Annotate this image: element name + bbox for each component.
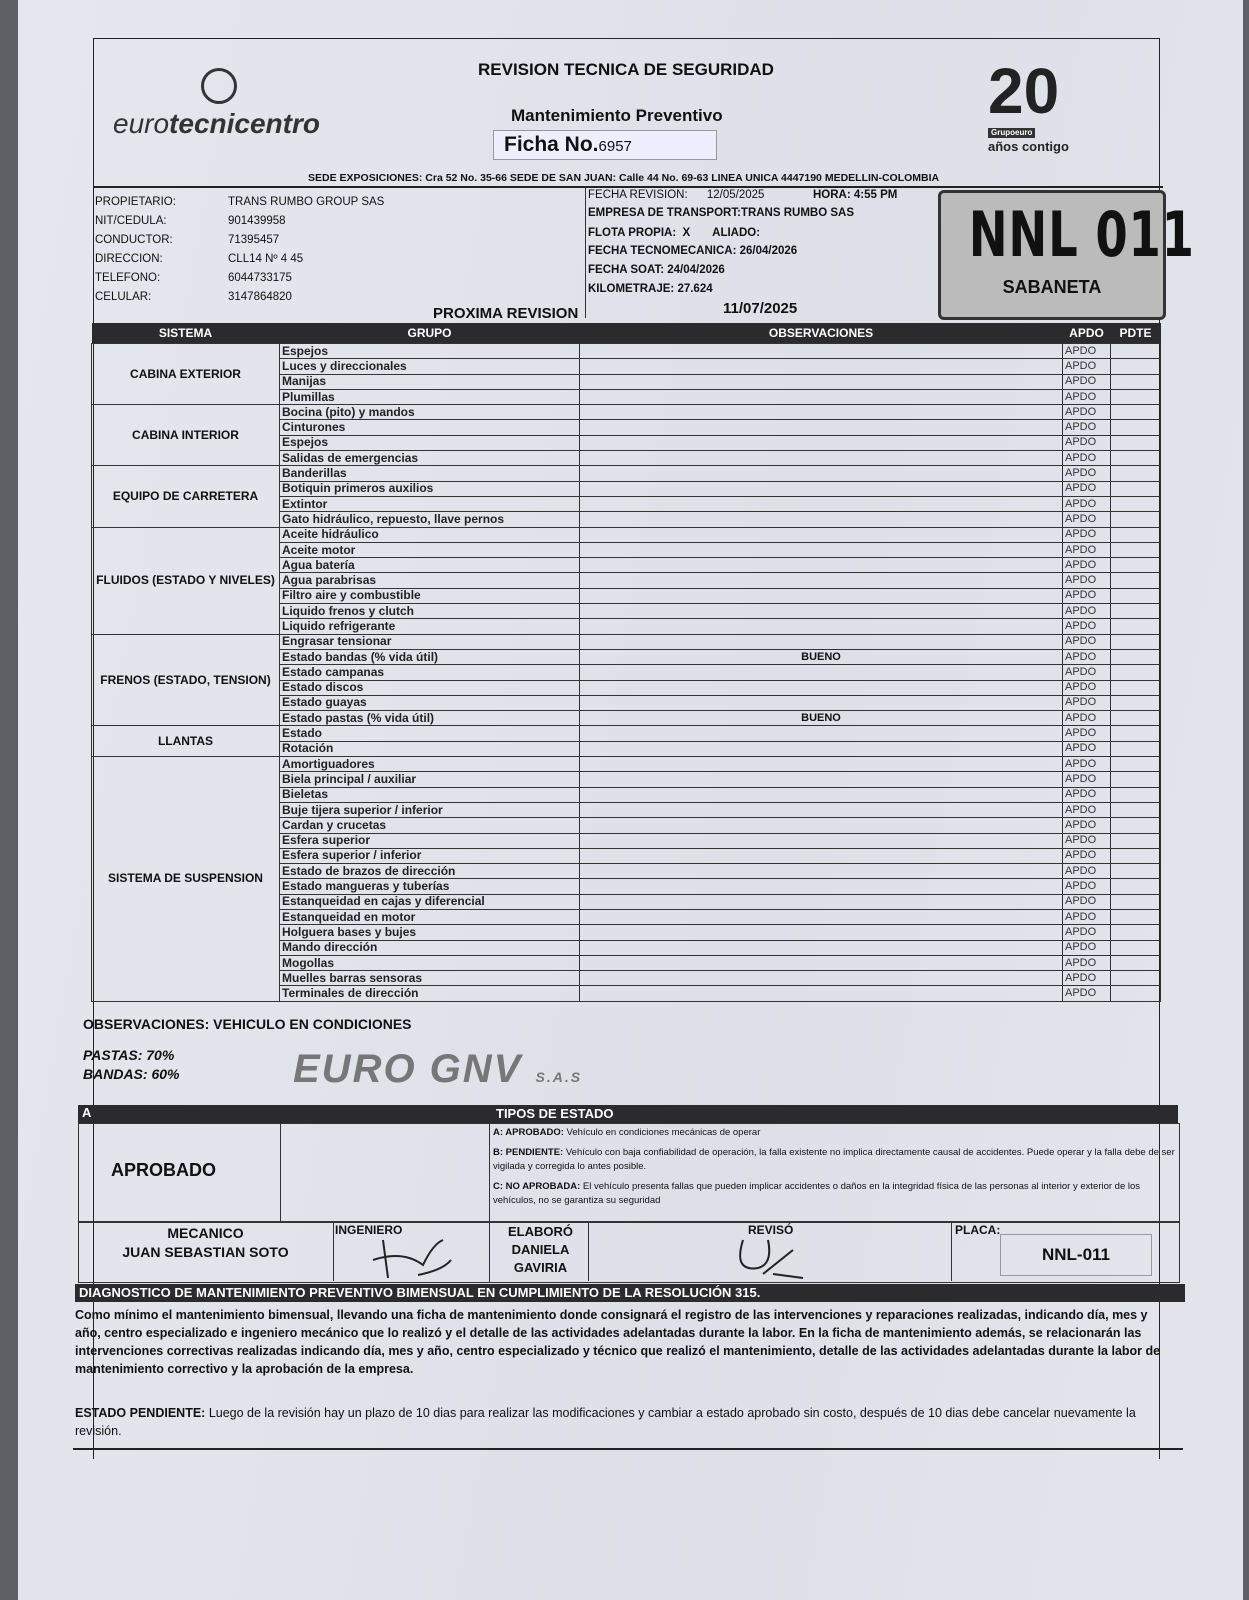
group-item: Buje tijera superior / inferior	[280, 802, 580, 817]
owner-label: DIRECCION:	[95, 253, 163, 265]
pdte-cell	[1111, 512, 1161, 527]
table-row	[92, 344, 1161, 359]
pdte-cell	[1111, 695, 1161, 710]
diagnostico-text: Como mínimo el mantenimiento bimensual, llevando una ficha de mantenimiento donde consignará el registro de las intervenciones y reparaciones realizadas, indicando día, mes y año, centro especializado e ingeniero mecánico que lo realizó y el detalle de las actividades adelantadas durante la labor. En la ficha de mantenimiento además, se relacionarán las intervenciones correctivas realizadas indicando día, mes y año, centro especializado y técnico que realizó el mantenimiento, detalle de las actividades adelantadas durante la labor de mantenimiento correctivo y la aprobación de la empresa.	[75, 1308, 1161, 1376]
group-item: Mogollas	[280, 955, 580, 970]
group-item: Holguera bases y bujes	[280, 925, 580, 940]
apdo-mark: APDO	[1063, 680, 1111, 695]
observation-cell	[580, 971, 1063, 986]
tipos-de-estado	[493, 1126, 1178, 1208]
observation-cell	[580, 848, 1063, 863]
observation-cell	[580, 925, 1063, 940]
mecanico-name: JUAN SEBASTIAN SOTO	[122, 1244, 289, 1260]
owner-value: 6044733175	[228, 272, 292, 284]
paper-sheet	[18, 0, 1243, 1600]
observation-cell	[580, 955, 1063, 970]
pdte-cell	[1111, 588, 1161, 603]
table-row	[92, 527, 1161, 542]
owner-value: CLL14 Nº 4 45	[228, 253, 304, 265]
apdo-mark: APDO	[1063, 726, 1111, 741]
observation-cell	[580, 481, 1063, 496]
group-item: Espejos	[280, 435, 580, 450]
group-item: Aceite hidráulico	[280, 527, 580, 542]
observation-cell	[580, 665, 1063, 680]
observation-cell	[580, 604, 1063, 619]
pdte-cell	[1111, 527, 1161, 542]
observation-cell	[580, 619, 1063, 634]
pdte-cell	[1111, 451, 1161, 466]
group-item: Luces y direccionales	[280, 359, 580, 374]
pdte-cell	[1111, 757, 1161, 772]
observation-cell	[580, 695, 1063, 710]
placa-value: NNL-011	[1000, 1234, 1152, 1276]
pdte-cell	[1111, 772, 1161, 787]
observation-cell	[580, 435, 1063, 450]
pdte-cell	[1111, 986, 1161, 1001]
group-item: Estado mangueras y tuberías	[280, 879, 580, 894]
system-name: LLANTAS	[92, 726, 280, 757]
observation-cell	[580, 512, 1063, 527]
mecanico-label: MECANICO	[167, 1225, 244, 1241]
apdo-mark: APDO	[1063, 757, 1111, 772]
group-item: Gato hidráulico, repuesto, llave pernos	[280, 512, 580, 527]
pdte-cell	[1111, 634, 1161, 649]
fecha-tecnomecanica: FECHA TECNOMECANICA: 26/04/2026	[588, 245, 798, 257]
license-plate-photo	[938, 190, 1195, 320]
apdo-mark: APDO	[1063, 833, 1111, 848]
header-grupo: GRUPO	[280, 323, 580, 344]
divider	[585, 186, 586, 318]
observation-cell	[580, 451, 1063, 466]
proxima-revision-label: PROXIMA REVISION	[433, 305, 579, 322]
elaboro	[493, 1223, 588, 1277]
group-item: Esfera superior / inferior	[280, 848, 580, 863]
reviso-signature	[733, 1238, 813, 1280]
owner-label: CONDUCTOR:	[95, 234, 173, 246]
apdo-mark: APDO	[1063, 619, 1111, 634]
apdo-mark: APDO	[1063, 435, 1111, 450]
brand-bold: tecnicentro	[169, 108, 320, 139]
group-item: Amortiguadores	[280, 757, 580, 772]
c-text: El vehículo presenta fallas que pueden implicar accidentes o daños en la integridad física de las personas al interior y exterior de los vehículos, no se garantiza su seguridad	[493, 1181, 1141, 1206]
group-item: Estado de brazos de dirección	[280, 864, 580, 879]
pdte-cell	[1111, 971, 1161, 986]
system-name: FLUIDOS (ESTADO Y NIVELES)	[92, 527, 280, 634]
pdte-cell	[1111, 680, 1161, 695]
header-observaciones: OBSERVACIONES	[580, 323, 1063, 344]
group-item: Estado campanas	[280, 665, 580, 680]
apdo-mark: APDO	[1063, 527, 1111, 542]
pdte-cell	[1111, 802, 1161, 817]
group-item: Rotación	[280, 741, 580, 756]
apdo-mark: APDO	[1063, 909, 1111, 924]
apdo-mark: APDO	[1063, 573, 1111, 588]
group-item: Bieletas	[280, 787, 580, 802]
placa-label: PLACA:	[955, 1223, 1001, 1237]
group-item: Muelles barras sensoras	[280, 971, 580, 986]
sede-address: SEDE EXPOSICIONES: Cra 52 No. 35-66 SEDE DE SAN JUAN: Calle 44 No. 69-63 LINEA UNICA 4447190 MEDELLIN-COLOMBIA	[308, 172, 940, 184]
system-name: CABINA INTERIOR	[92, 405, 280, 466]
table-row	[92, 757, 1161, 772]
group-item: Mando dirección	[280, 940, 580, 955]
anniversary-logo	[988, 55, 1118, 168]
observation-cell	[580, 466, 1063, 481]
pdte-cell	[1111, 864, 1161, 879]
group-item: Estado discos	[280, 680, 580, 695]
system-name: CABINA EXTERIOR	[92, 344, 280, 405]
apdo-mark: APDO	[1063, 986, 1111, 1001]
apdo-mark: APDO	[1063, 971, 1111, 986]
group-item: Botiquin primeros auxilios	[280, 481, 580, 496]
divider	[333, 1221, 334, 1281]
apdo-mark: APDO	[1063, 665, 1111, 680]
apdo-mark: APDO	[1063, 649, 1111, 664]
apdo-mark: APDO	[1063, 374, 1111, 389]
group-item: Liquido refrigerante	[280, 619, 580, 634]
pdte-cell	[1111, 726, 1161, 741]
company-stamp	[293, 1046, 582, 1100]
observation-cell	[580, 389, 1063, 404]
ingeniero-signature	[363, 1238, 453, 1280]
diagnostico-title: DIAGNOSTICO DE MANTENIMIENTO PREVENTIVO BIMENSUAL EN CUMPLIMIENTO DE LA RESOLUCIÓN 315.	[75, 1284, 1185, 1302]
observation-cell	[580, 680, 1063, 695]
apdo-mark: APDO	[1063, 466, 1111, 481]
pdte-cell	[1111, 619, 1161, 634]
system-name: FRENOS (ESTADO, TENSION)	[92, 634, 280, 726]
estado-result: APROBADO	[111, 1160, 217, 1180]
pdte-cell	[1111, 665, 1161, 680]
divider	[588, 1221, 589, 1281]
observation-cell	[580, 634, 1063, 649]
group-item: Agua batería	[280, 558, 580, 573]
observation-cell	[580, 374, 1063, 389]
pdte-cell	[1111, 787, 1161, 802]
group-item: Liquido frenos y clutch	[280, 604, 580, 619]
group-item: Agua parabrisas	[280, 573, 580, 588]
fecha-revision: FECHA REVISION: 12/05/2025	[588, 189, 765, 201]
pdte-cell	[1111, 496, 1161, 511]
header-pdte: PDTE	[1111, 323, 1161, 344]
observation-cell: BUENO	[580, 649, 1063, 664]
b-label: B: PENDIENTE:	[493, 1147, 564, 1158]
observation-cell	[580, 588, 1063, 603]
owner-value: 3147864820	[228, 291, 292, 303]
observation-cell	[580, 558, 1063, 573]
apdo-mark: APDO	[1063, 879, 1111, 894]
elaboro-name: DANIELA GAVIRIA	[511, 1242, 570, 1275]
apdo-mark: APDO	[1063, 420, 1111, 435]
pdte-cell	[1111, 848, 1161, 863]
apdo-mark: APDO	[1063, 955, 1111, 970]
apdo-mark: APDO	[1063, 634, 1111, 649]
pdte-cell	[1111, 879, 1161, 894]
owner-value: 901439958	[228, 215, 286, 227]
logo-icon	[201, 68, 237, 104]
group-item: Estado	[280, 726, 580, 741]
pdte-cell	[1111, 344, 1161, 359]
table-row	[92, 634, 1161, 649]
pdte-cell	[1111, 649, 1161, 664]
group-item: Estado bandas (% vida útil)	[280, 649, 580, 664]
group-item: Terminales de dirección	[280, 986, 580, 1001]
brand-light: euro	[113, 108, 170, 139]
ficha-label: Ficha No.	[504, 133, 599, 156]
apdo-mark: APDO	[1063, 451, 1111, 466]
pastas-note: PASTAS: 70%	[83, 1047, 175, 1063]
owner-value: TRANS RUMBO GROUP SAS	[228, 196, 385, 208]
observation-cell	[580, 527, 1063, 542]
pdte-cell	[1111, 359, 1161, 374]
owner-label: PROPIETARIO:	[95, 196, 176, 208]
observation-cell	[580, 940, 1063, 955]
apdo-mark: APDO	[1063, 741, 1111, 756]
divider	[951, 1221, 952, 1281]
apdo-mark: APDO	[1063, 512, 1111, 527]
pdte-cell	[1111, 389, 1161, 404]
observation-cell	[580, 405, 1063, 420]
pdte-cell	[1111, 818, 1161, 833]
observation-cell	[580, 573, 1063, 588]
group-item: Cinturones	[280, 420, 580, 435]
estado-code: A	[82, 1105, 92, 1120]
pdte-cell	[1111, 435, 1161, 450]
pdte-cell	[1111, 711, 1161, 726]
observation-cell: BUENO	[580, 711, 1063, 726]
apdo-mark: APDO	[1063, 925, 1111, 940]
observation-cell	[580, 802, 1063, 817]
system-name: SISTEMA DE SUSPENSION	[92, 757, 280, 1002]
group-item: Estanqueidad en motor	[280, 909, 580, 924]
pdte-cell	[1111, 558, 1161, 573]
pdte-cell	[1111, 420, 1161, 435]
header-apdo: APDO	[1063, 323, 1111, 344]
group-item: Bocina (pito) y mandos	[280, 405, 580, 420]
pdte-cell	[1111, 925, 1161, 940]
apdo-mark: APDO	[1063, 894, 1111, 909]
system-name: EQUIPO DE CARRETERA	[92, 466, 280, 527]
flota: FLOTA PROPIA: X ALIADO:	[588, 227, 761, 239]
table-row	[92, 405, 1161, 420]
pdte-cell	[1111, 374, 1161, 389]
pdte-cell	[1111, 405, 1161, 420]
observation-cell	[580, 344, 1063, 359]
group-item: Filtro aire y combustible	[280, 588, 580, 603]
apdo-mark: APDO	[1063, 940, 1111, 955]
apdo-mark: APDO	[1063, 359, 1111, 374]
observation-cell	[580, 864, 1063, 879]
observation-cell	[580, 986, 1063, 1001]
bandas-note: BANDAS: 60%	[83, 1066, 180, 1082]
kilometraje: KILOMETRAJE: 27.624	[588, 283, 713, 295]
apdo-mark: APDO	[1063, 558, 1111, 573]
empresa: EMPRESA DE TRANSPORT:TRANS RUMBO SAS	[588, 207, 855, 219]
group-item: Aceite motor	[280, 542, 580, 557]
owner-value: 71395457	[228, 234, 280, 246]
form-subtitle: Mantenimiento Preventivo	[511, 106, 723, 125]
group-item: Estado guayas	[280, 695, 580, 710]
apdo-mark: APDO	[1063, 604, 1111, 619]
pdte-cell	[1111, 833, 1161, 848]
apdo-mark: APDO	[1063, 695, 1111, 710]
apdo-mark: APDO	[1063, 772, 1111, 787]
hora: HORA: 4:55 PM	[813, 189, 898, 201]
apdo-mark: APDO	[1063, 864, 1111, 879]
pdte-cell	[1111, 542, 1161, 557]
table-row	[92, 726, 1161, 741]
apdo-mark: APDO	[1063, 496, 1111, 511]
apdo-mark: APDO	[1063, 542, 1111, 557]
group-item: Banderillas	[280, 466, 580, 481]
proxima-revision-date: 11/07/2025	[723, 300, 798, 317]
apdo-mark: APDO	[1063, 405, 1111, 420]
fecha-soat: FECHA SOAT: 24/04/2026	[588, 264, 725, 276]
form-title: REVISION TECNICA DE SEGURIDAD	[478, 60, 774, 79]
anniversary-text: años contigo	[988, 139, 1069, 154]
observaciones-notes	[83, 1046, 179, 1084]
apdo-mark: APDO	[1063, 711, 1111, 726]
group-item: Manijas	[280, 374, 580, 389]
pdte-cell	[1111, 955, 1161, 970]
estado-bar	[78, 1105, 1178, 1123]
observation-cell	[580, 787, 1063, 802]
pdte-cell	[1111, 894, 1161, 909]
apdo-mark: APDO	[1063, 848, 1111, 863]
ingeniero-label: INGENIERO	[335, 1223, 403, 1237]
observation-cell	[580, 741, 1063, 756]
group-item: Cardan y crucetas	[280, 818, 580, 833]
pdte-cell	[1111, 604, 1161, 619]
plate-city: SABANETA	[1002, 277, 1102, 297]
observation-cell	[580, 879, 1063, 894]
group-item: Salidas de emergencias	[280, 451, 580, 466]
owner-label: CELULAR:	[95, 291, 152, 303]
group-item: Espejos	[280, 344, 580, 359]
group-item: Estado pastas (% vida útil)	[280, 711, 580, 726]
inspection-table	[91, 323, 1161, 1002]
observation-cell	[580, 909, 1063, 924]
tipos-title: TIPOS DE ESTADO	[496, 1106, 614, 1121]
apdo-mark: APDO	[1063, 818, 1111, 833]
header-sistema: SISTEMA	[92, 323, 280, 344]
observation-cell	[580, 772, 1063, 787]
bottom-border	[73, 1448, 1183, 1450]
apdo-mark: APDO	[1063, 588, 1111, 603]
reviso-label: REVISÓ	[748, 1223, 794, 1237]
a-label: A: APROBADO:	[493, 1127, 564, 1138]
observation-cell	[580, 542, 1063, 557]
mecanico	[78, 1224, 333, 1262]
apdo-mark: APDO	[1063, 802, 1111, 817]
c-label: C: NO APROBADA:	[493, 1181, 581, 1192]
group-item: Biela principal / auxiliar	[280, 772, 580, 787]
owner-label: TELEFONO:	[95, 272, 161, 284]
observation-cell	[580, 833, 1063, 848]
ficha-number	[493, 130, 717, 160]
observation-cell	[580, 420, 1063, 435]
group-item: Engrasar tensionar	[280, 634, 580, 649]
observation-cell	[580, 818, 1063, 833]
a-text: Vehículo en condiciones mecánicas de operar	[563, 1127, 761, 1138]
brand-logo	[113, 108, 320, 140]
pendiente-text: Luego de la revisión hay un plazo de 10 dias para realizar las modificaciones y cambiar a estado aprobado sin costo, después de 10 dias debe cancelar nuevamente la revisión.	[75, 1406, 1136, 1438]
table-row	[92, 466, 1161, 481]
observation-cell	[580, 726, 1063, 741]
observation-cell	[580, 496, 1063, 511]
ficha-value: 6957	[598, 138, 632, 155]
pdte-cell	[1111, 481, 1161, 496]
apdo-mark: APDO	[1063, 787, 1111, 802]
apdo-mark: APDO	[1063, 389, 1111, 404]
pendiente-label: ESTADO PENDIENTE:	[75, 1406, 206, 1420]
observaciones-label: OBSERVACIONES: VEHICULO EN CONDICIONES	[83, 1016, 412, 1032]
anniversary-number: 20	[988, 55, 1060, 127]
observation-cell	[580, 757, 1063, 772]
pdte-cell	[1111, 573, 1161, 588]
elaboro-label: ELABORÓ	[508, 1224, 573, 1239]
owner-label: NIT/CEDULA:	[95, 215, 167, 227]
group-item: Plumillas	[280, 389, 580, 404]
group-item: Esfera superior	[280, 833, 580, 848]
b-text: Vehículo con baja confiabilidad de operación, la falla existente no implica directamente causal de accidentes. Puede operar y la falla debe de ser vigilada y corregida lo antes posible.	[493, 1147, 1175, 1172]
stamp-suffix: S.A.S	[535, 1069, 583, 1085]
pdte-cell	[1111, 909, 1161, 924]
anniversary-brand: Grupoeuro	[988, 128, 1035, 138]
observation-cell	[580, 894, 1063, 909]
apdo-mark: APDO	[1063, 344, 1111, 359]
pdte-cell	[1111, 940, 1161, 955]
stamp-text: EURO GNV	[293, 1047, 523, 1091]
apdo-mark: APDO	[1063, 481, 1111, 496]
divider	[280, 1123, 281, 1221]
group-item: Extintor	[280, 496, 580, 511]
pdte-cell	[1111, 466, 1161, 481]
pdte-cell	[1111, 741, 1161, 756]
observation-cell	[580, 359, 1063, 374]
plate-number: NNL 011	[968, 198, 1195, 271]
group-item: Estanqueidad en cajas y diferencial	[280, 894, 580, 909]
